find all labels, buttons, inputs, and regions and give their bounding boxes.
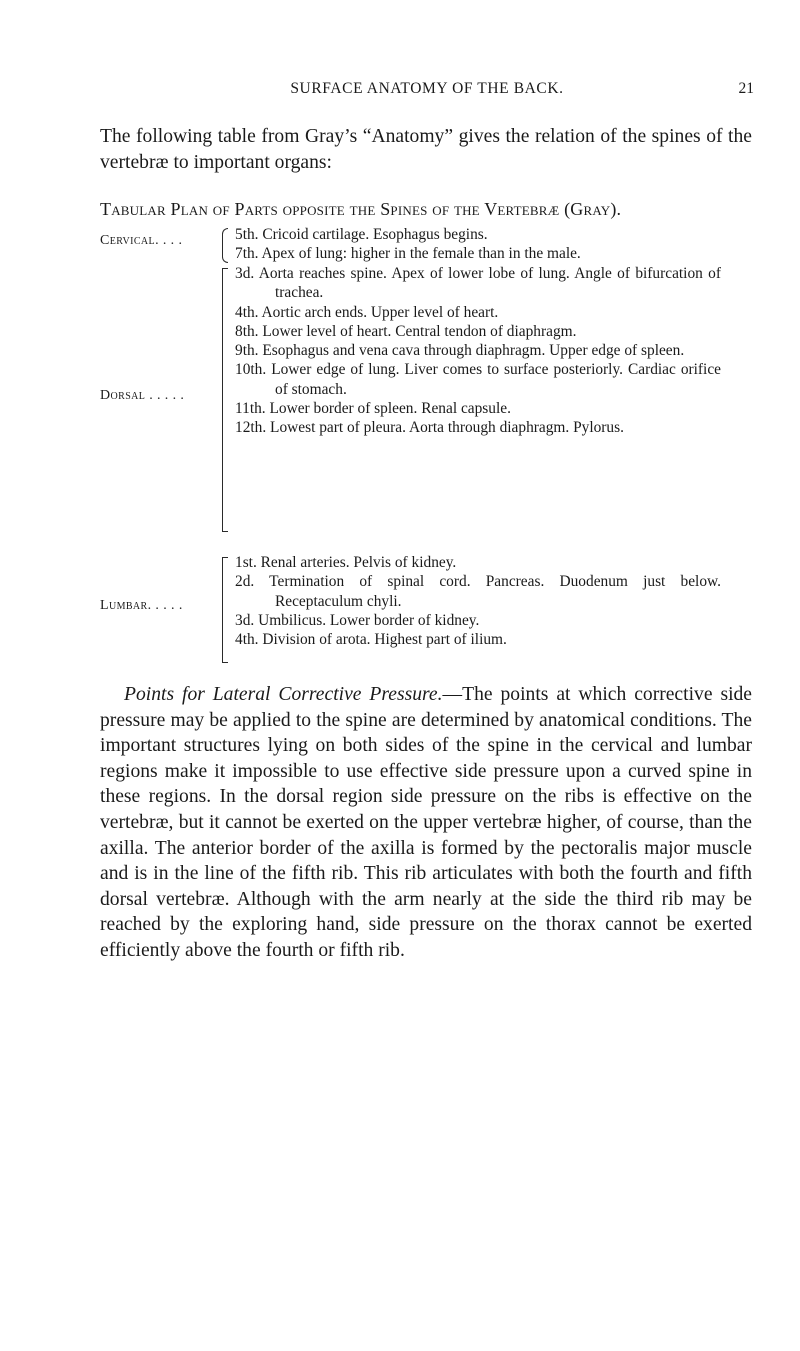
entry-lumbar-4th: 4th. Division of arota. Highest part of ilium.	[235, 631, 507, 649]
entries-dorsal	[235, 264, 721, 438]
running-head	[100, 78, 754, 102]
brace-dorsal	[222, 268, 228, 532]
entry-lumbar-3d: 3d. Umbilicus. Lower border of kidney.	[235, 611, 480, 629]
entry-cervical-5th: 5th. Cricoid cartilage. Esophagus begins.	[235, 226, 488, 243]
entry-lumbar-2d: 2d. Termination of spinal cord. Pancreas. Duodenum just below. Receptaculum chyli.	[235, 573, 721, 610]
entries-cervical	[235, 225, 721, 264]
entry-dorsal-3d: 3d. Aorta reaches spine. Apex of lower lobe of lung. Angle of bifurcation of trachea.	[235, 265, 721, 302]
brace-lumbar	[222, 557, 228, 663]
entry-dorsal-12th: 12th. Lowest part of pleura. Aorta through diaphragm. Pylorus.	[235, 419, 624, 437]
entries-lumbar	[235, 553, 721, 649]
section-text: The points at which corrective side pressure may be applied to the spine are determined by anatomical conditions. The important structures lying on both sides of the spine in the cervical and lumbar regions make it impossible to use effective side pressure upon a curved spine in these regions. In the dorsal region side pressure on the ribs is effective on the vertebræ, but it cannot be exerted on the upper vertebræ higher, of course, than the axilla. The anterior border of the axilla is formed by the pectoralis major muscle and is in the line of the fifth rib. This rib articulates with both the fourth and fifth dorsal vertebræ. Although with the arm nearly at the side the third rib may be reached by the exploring hand, side pressure on the thorax cannot be exerted efficiently above the fourth or fifth rib.	[100, 684, 753, 961]
brace-cervical	[222, 228, 228, 263]
entry-dorsal-4th: 4th. Aortic arch ends. Upper level of heart.	[235, 303, 499, 321]
running-title: SURFACE ANATOMY OF THE BACK.	[290, 80, 564, 97]
entry-dorsal-8th: 8th. Lower level of heart. Central tendon of diaphragm.	[235, 322, 577, 340]
entry-lumbar-1st: 1st. Renal arteries. Pelvis of kidney.	[235, 554, 457, 571]
intro-paragraph: The following table from Gray’s “Anatomy” gives the relation of the spines of the vertebræ to important organs:	[100, 126, 752, 173]
lateral-pressure-paragraph	[100, 682, 752, 964]
section-heading: Points for Lateral Corrective Pressure.	[124, 684, 443, 705]
heading-dash: —	[442, 684, 463, 705]
entry-dorsal-9th: 9th. Esophagus and vena cava through diaphragm. Upper edge of spleen.	[235, 342, 685, 360]
table-title: Tabular Plan of Parts opposite the Spines of the Vertebræ (Gray).	[100, 199, 622, 219]
entry-dorsal-11th: 11th. Lower border of spleen. Renal capsule.	[235, 400, 511, 418]
entry-cervical-7th: 7th. Apex of lung: higher in the female than in the male.	[235, 245, 581, 263]
region-label-dorsal: Dorsal . . . . .	[100, 388, 185, 403]
region-label-cervical: Cervical. . . .	[100, 233, 183, 248]
region-label-lumbar: Lumbar. . . . .	[100, 598, 183, 613]
entry-dorsal-10th: 10th. Lower edge of lung. Liver comes to surface posteriorly. Cardiac orifice of stomach.	[235, 361, 721, 398]
page-number: 21	[738, 80, 754, 97]
